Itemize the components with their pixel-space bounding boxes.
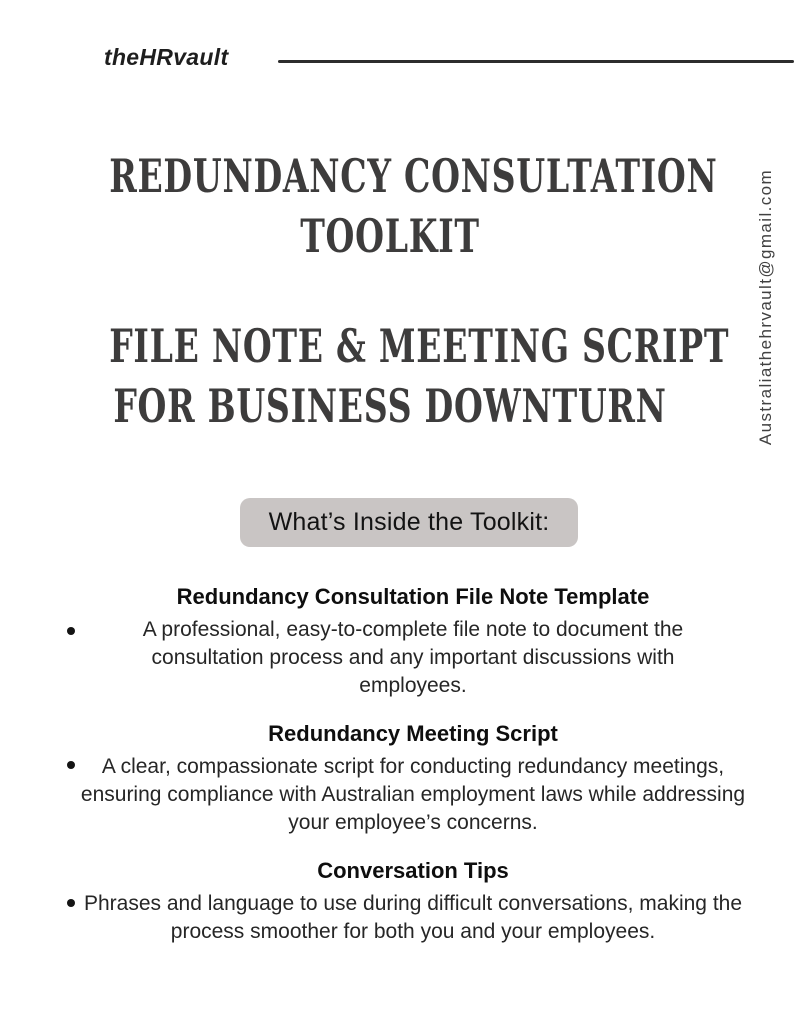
- whats-inside-label: What’s Inside the Toolkit:: [268, 508, 550, 536]
- whats-inside-banner: [240, 498, 578, 547]
- subtitle-line-1: FILE NOTE & MEETING SCRIPT: [109, 319, 730, 373]
- main-title-line-1: REDUNDANCY CONSULTATION: [109, 149, 718, 203]
- subtitle-line-2: FOR BUSINESS DOWNTURN: [113, 379, 667, 433]
- section-conversation-tips-body: Phrases and language to use during difficult conversations, making the process smoother for both you and your employees.: [83, 892, 743, 943]
- bullet-dot: [67, 761, 75, 769]
- header-divider-line: [278, 60, 794, 63]
- contact-email-vertical: Australiathehrvault@gmail.com: [756, 168, 775, 446]
- section-file-note-heading: Redundancy Consultation File Note Template: [176, 584, 650, 609]
- section-meeting-script: [55, 721, 771, 837]
- bullet-dot: [67, 899, 75, 907]
- section-meeting-script-heading: Redundancy Meeting Script: [268, 721, 558, 746]
- section-conversation-tips: [55, 858, 771, 946]
- section-file-note-body: A professional, easy-to-complete file note to document the consultation process and any important discussions with employees.: [142, 618, 684, 697]
- bullet-dot: [67, 627, 75, 635]
- subtitle: [0, 316, 780, 436]
- section-meeting-script-body: A clear, compassionate script for conducting redundancy meetings, ensuring compliance with Australian employment laws while addressing your employee’s concerns.: [80, 755, 746, 834]
- brand-logo: theHRvault: [104, 44, 229, 70]
- section-file-note-template: [55, 584, 771, 700]
- section-conversation-tips-heading: Conversation Tips: [317, 858, 509, 883]
- main-title-line-2: TOOLKIT: [300, 209, 480, 263]
- main-title: [0, 146, 780, 266]
